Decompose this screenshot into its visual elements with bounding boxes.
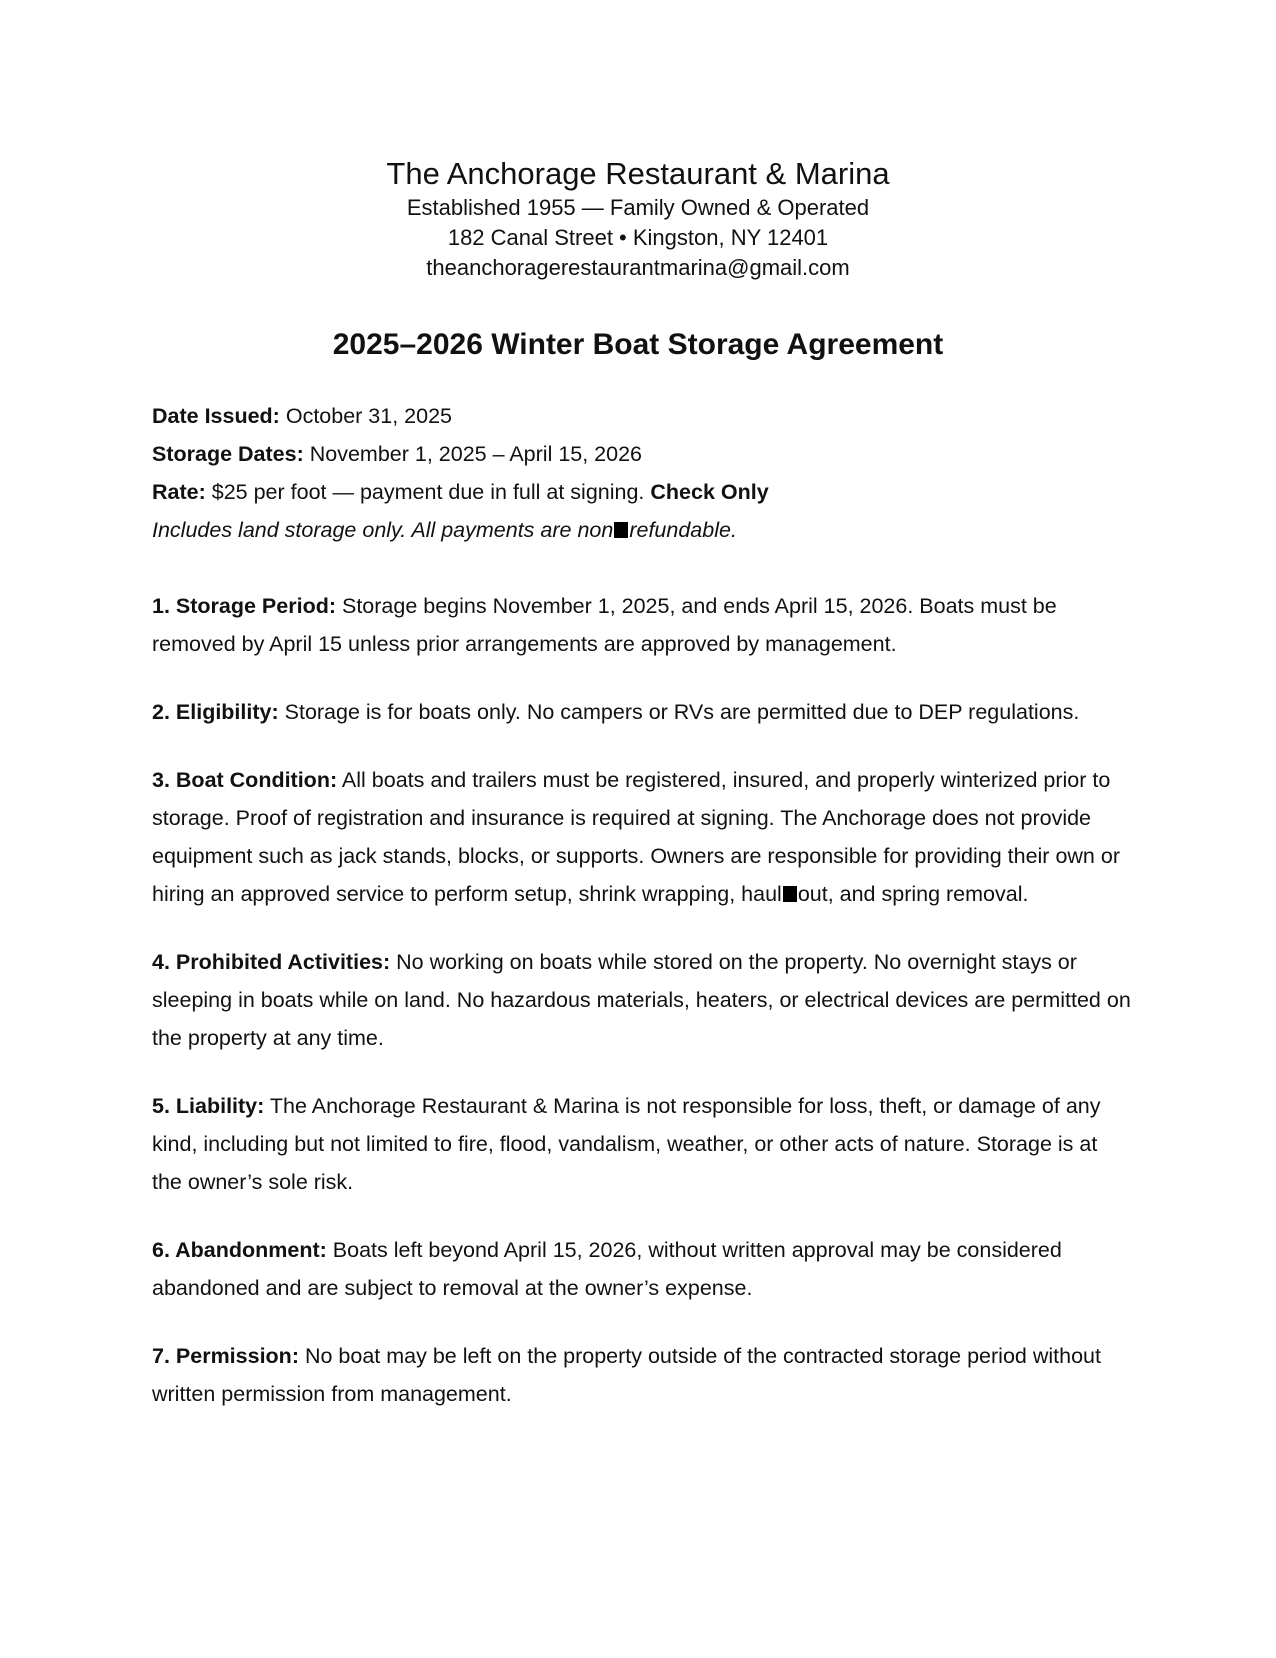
section-text: Storage begins November 1, 2025, and ends April 15, 2026. Boats must be removed by April 15 unless prior arrangements are approved by management.: [152, 594, 1057, 656]
section-text-part2: out, and spring removal.: [797, 882, 1029, 906]
rate-emphasis: Check Only: [650, 480, 769, 504]
section-heading: 2. Eligibility:: [152, 700, 279, 724]
section-heading: 6. Abandonment:: [152, 1238, 327, 1262]
agreement-sections: [152, 587, 1132, 1413]
section-heading: 7. Permission:: [152, 1344, 299, 1368]
section-heading: 4. Prohibited Activities:: [152, 950, 391, 974]
section-text: No boat may be left on the property outside of the contracted storage period without written permission from management.: [152, 1344, 1101, 1406]
date-issued-row: [152, 397, 1132, 435]
section-text: Boats left beyond April 15, 2026, without written approval may be considered abandoned and are subject to removal at the owner’s expense.: [152, 1238, 1062, 1300]
document-title: 2025–2026 Winter Boat Storage Agreement: [332, 328, 944, 361]
section-text: Storage is for boats only. No campers or RVs are permitted due to DEP regulations.: [284, 700, 1080, 724]
section-eligibility: [152, 693, 1132, 731]
storage-dates-label: Storage Dates:: [152, 442, 304, 466]
section-text: No working on boats while stored on the property. No overnight stays or sleeping in boats while on land. No hazardous materials, heaters, or electrical devices are permitted on the property at any time.: [152, 950, 1131, 1050]
agreement-meta: [152, 397, 1132, 549]
section-permission: [152, 1337, 1132, 1413]
storage-note-part1: Includes land storage only. All payments are non: [152, 518, 614, 542]
email: theanchoragerestaurantmarina@gmail.com: [426, 255, 850, 280]
storage-note: [152, 511, 1132, 549]
letterhead: [0, 155, 1276, 283]
section-heading: 3. Boat Condition:: [152, 768, 338, 792]
document-body: [152, 397, 1132, 1443]
storage-dates-row: [152, 435, 1132, 473]
missing-glyph-box: [614, 522, 628, 538]
section-abandonment: [152, 1231, 1132, 1307]
section-text: The Anchorage Restaurant & Marina is not responsible for loss, theft, or damage of any kind, including but not limited to fire, flood, vandalism, weather, or other acts of nature. Storage is at the owner’s sole risk.: [152, 1094, 1101, 1194]
section-heading: 5. Liability:: [152, 1094, 265, 1118]
section-boat-condition: [152, 761, 1132, 913]
storage-dates-value: November 1, 2025 – April 15, 2026: [309, 442, 643, 466]
rate-value: $25 per foot — payment due in full at signing.: [211, 480, 645, 504]
date-issued-value: October 31, 2025: [285, 404, 452, 428]
section-heading: 1. Storage Period:: [152, 594, 336, 618]
missing-glyph-box: [783, 886, 797, 902]
tagline: Established 1955 — Family Owned & Operated: [406, 195, 870, 220]
rate-label: Rate:: [152, 480, 206, 504]
rate-row: [152, 473, 1132, 511]
section-storage-period: [152, 587, 1132, 663]
section-text-part1: All boats and trailers must be registered, insured, and properly winterized prior to storage. Proof of registration and insurance is required at signing. The Anchorage does not provide equipment such as jack stands, blocks, or supports. Owners are responsible for providing their own or hiring an approved service to perform setup, shrink wrapping, haul: [152, 768, 1120, 906]
date-issued-label: Date Issued:: [152, 404, 280, 428]
business-name: The Anchorage Restaurant & Marina: [386, 156, 890, 191]
section-prohibited-activities: [152, 943, 1132, 1057]
address: 182 Canal Street • Kingston, NY 12401: [447, 225, 829, 250]
section-liability: [152, 1087, 1132, 1201]
storage-note-part2: refundable.: [629, 518, 737, 542]
